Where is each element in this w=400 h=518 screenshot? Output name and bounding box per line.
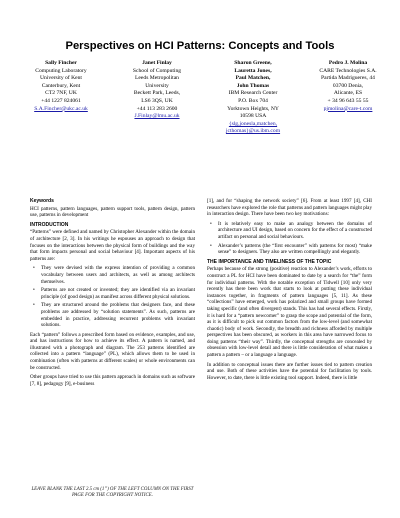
list-item [207,221,372,241]
author-name: Janet Finlay [142,60,172,66]
email-link[interactable]: {slg,jonesla,matchen, [228,120,278,127]
email-link[interactable]: pjmolina@care-t.com [323,105,373,112]
affiliation-line: Leeds Metropolitan [135,75,179,82]
phone-line: +44 113 283 2600 [136,105,178,112]
list-item-text: It is relatively easy to make an analogy between the domains of architecture and UI design, based on concern for the effect of a constructed artifact on personal and social behaviours. [218,220,372,240]
affiliation-line: Beckett Park, Leeds, [133,90,181,97]
bullet-icon: • [210,242,212,249]
author-name: Lauretta Jones, [234,67,272,74]
affiliation-line: Partida Madrigueres, 44 [321,75,375,82]
list-item-text: Patterns are not created or invented; they are identified via an invariant principle (of good design) as manifest across different physical solutions. [41,287,195,300]
paper-title: Perspectives on HCI Patterns: Concepts and Tools [65,40,335,52]
affiliation-line: University of Kent [40,75,82,82]
importance-heading: THE IMPORTANCE AND TIMELINESS OF THE TOPIC [207,258,332,265]
list-item-text: They were devised with the express intention of providing a common vocabulary between users and architects, as well as among architects themselves. [41,265,195,285]
author-ibm-group [210,60,296,136]
affiliation-line: Yorktown Heights, NY [227,105,279,112]
list-item [30,287,195,300]
introduction-heading: INTRODUCTION [30,221,69,228]
email-link[interactable]: J.Finlay@lmu.ac.uk [134,113,180,120]
affiliation-line: School of Computing [132,67,182,74]
keywords-text: HCI patterns, pattern languages, pattern support tools, pattern design, pattern use, patterns in development [30,205,195,219]
bullet-icon: • [33,302,35,309]
affiliation-line: 10598 USA [239,113,267,120]
affiliation-line: Alicante, ES [333,90,363,97]
author-block [0,60,400,188]
author-name: Pedro J. Molina [328,60,368,66]
bullet-icon: • [210,220,212,227]
author-finlay [114,60,200,121]
author-molina [302,60,394,113]
phone-line: +44 1227 824061 [41,97,81,104]
body-paragraph: Other groups have tried to use this pattern approach in domains such as software [7, 8], pedagogy [9], e-business [30,374,195,387]
affiliation-line: 03700 Denia, [332,82,364,89]
list-item [207,243,372,256]
author-name: Paul Matchen, [235,75,271,82]
copyright-notice-placeholder: LEAVE BLANK THE LAST 2.5 cm (1”) OF THE LEFT COLUMN ON THE FIRST PAGE FOR THE COPYRIGHT NOTICE. [31,487,194,499]
body-paragraph: Perhaps because of the strong (positive) reaction to Alexander’s work, efforts to construct a PL for HCI have been dominated to date by a search for “the” form for individual patterns. With the notable exception of Tidwell [10] only very recently has there been work that starts to look at putting these individual instances together, in fragments of pattern languages [5, 11]. As these “collections” have emerged, work has polarized and small groups have formed taking specific (and often divergent) stands. This has had several effects. Firstly, it is hard for a “pattern newcomer” to grasp the scope and potential of the form, as it is difficult to pick out common factors from the low-level (and somewhat chaotic) body of work. Secondly, the breadth and richness afforded by multiple perspectives has been obscured, as workers in this area have narrowed focus to doing patterns “their way”. Thirdly, the conceptual strengths are concealed by obsession with low-level detail and there is little consideration of what makes a pattern a pattern – or a language a language. [207,266,372,359]
body-paragraph: [1], and for “shaping the network society” [6]. From at least 1997 [4], CHI researchers have explored the role that patterns and pattern languages might play in interaction design. There have been two key motivations: [207,198,372,218]
motivations-list [207,221,372,256]
affiliation-line: University [145,82,169,89]
list-item [30,265,195,285]
author-name: Sharon Greene, [234,60,272,66]
affiliation-line: Computing Laboratory [35,67,87,74]
author-fincher [18,60,104,113]
author-name: John Thomas [236,82,270,89]
affiliation-line: IBM Research Center [228,90,278,97]
keywords-heading: Keywords [30,198,54,204]
affiliation-line: Canterbury, Kent [41,82,81,89]
bullet-icon: • [33,265,35,272]
left-column [30,198,195,390]
phone-line: + 34 96 643 55 55 [327,97,369,104]
affiliation-line: P.O. Box 704 [238,97,268,104]
list-item [30,302,195,328]
affiliation-line: CARE Technologies S.A. [319,67,377,74]
pattern-aspects-list [30,265,195,328]
author-name: Sally Fincher [45,60,77,66]
intro-paragraph: “Patterns” were defined and named by Christopher Alexander within the domain of architecture [2, 3]. In his writings he espouses an approach to design that focuses on the interactions between the physical form of buildings and the way that form impacts personal and social behaviour [4]. Important aspects of his patterns are: [30,229,195,262]
email-link[interactable]: S.A.Fincher@ukc.ac.uk [34,105,88,112]
body-paragraph: In addition to conceptual issues there are further issues tied to pattern creation and use. Both of these activities have the potential for facilitation by tools. However, to date, there is little existing tool support. Indeed, there is little [207,361,372,381]
email-link[interactable]: jcthomas}@us.ibm.com [225,128,281,135]
right-column [207,198,372,384]
affiliation-line: CT2 7NF, UK [45,90,77,97]
affiliation-line: LS6 3QS, UK [141,97,173,104]
list-item-text: They are structured around the problems that designers face, and these problems are addressed by “solution statements”. As such, patterns are embedded in practice, addressing recurrent problems with invariant solutions. [41,302,195,329]
list-item-text: Alexander’s patterns (the “first encounter” with patterns for most) “make sense” to designers. They also are written compellingly and elegantly. [218,242,372,256]
bullet-icon: • [33,287,35,294]
body-paragraph: Each “pattern” follows a prescribed form based on evidence, examples, and use, and has instructions for how to achieve its effect. A pattern is named, and illustrated with a photograph and diagram. The 253 patterns identified are collected into a pattern “language” (PL), which allows them to be used in combination (often with patterns at different scales) or whole environments can be constructed. [30,331,195,371]
